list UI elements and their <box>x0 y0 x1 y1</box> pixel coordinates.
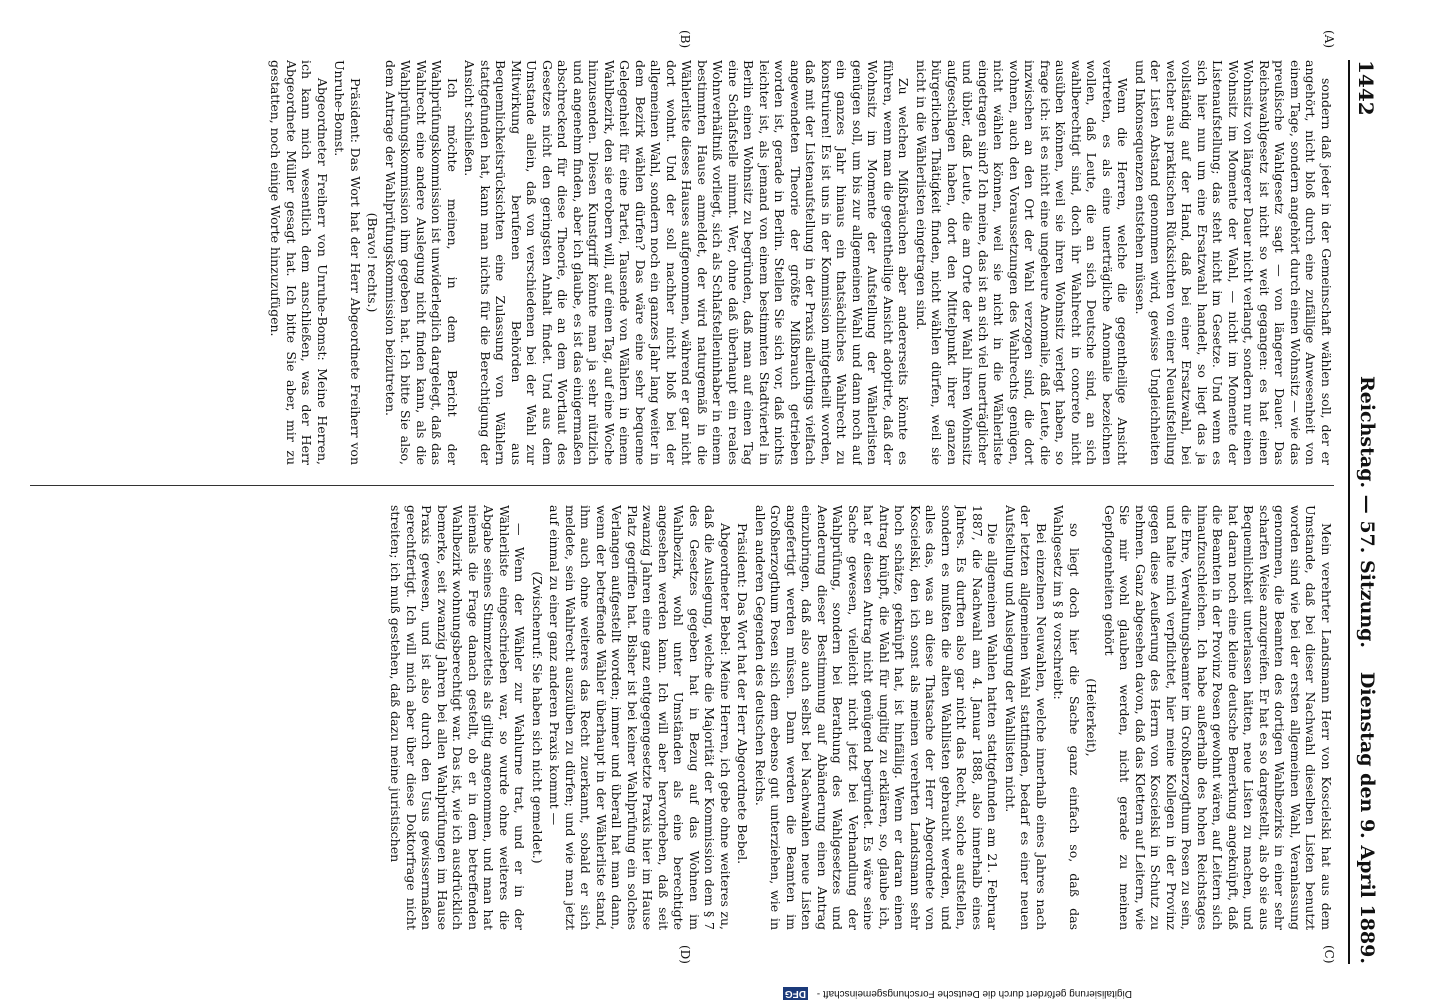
page-title: Reichstag. — 57. Sitzung. <box>1356 375 1378 649</box>
margin-marker-b: (B) <box>678 30 692 49</box>
president-line: Präsident: Das Wort hat der Herr Abgeordnete Freiherr von Unruhe-Bomst. <box>332 60 363 465</box>
margin-marker-c: (C) <box>1322 945 1336 964</box>
dfg-logo: DFG <box>784 988 807 999</box>
president-line: Präsident: Das Wort hat der Herr Abgeordnete Bebel. <box>735 523 751 865</box>
paragraph: sondern daß jeder in der Gemeinschaft wählen soll, der er angehört, nicht bloß durch eine zufällige Anwesenheit von einem Tage, sondern angehört durch einen Wohnsitz — wie das preußische Wahlgesetz sagt — von längerer Dauer. Das Reichswahlgesetz ist nicht so weit gegangen: es hat einen Wohnsitz von längerer Dauer nicht verlangt, sondern nur einen Wohnsitz im Momente der Wahl, — nicht im Momente der Listenaufstellung; das steht nicht im Gesetze. Und wenn es sich hier nun um eine Ersatzwahl handelt, so liegt das ja vollständig auf der Hand, daß bei einer Ersatzwahl, bei welcher aus praktischen Rücksichten von einer Neuaufstellung der Listen Abstand genommen wird, gewisse Ungleichheiten und Inkonsequenzen entstehen müssen. <box>1133 60 1334 465</box>
speaker-paragraph: Abgeordneter Bebel: Meine Herren, ich gebe ohne weiteres zu, daß die Auslegung, welche die Majorität der Kommission dem § 7 des Gesetzes gegeben hat in Bezug auf das Wohnen im Wahlbezirk, wohl unter Umständen als eine berechtigte angesehen werden kann. Ich will aber hervorheben, daß seit zwanzig Jahren eine ganz entgegengesetzte Praxis hier im Hause Platz gegriffen hat. Bisher ist bei keiner Wahlprüfung ein solches Verlangen aufgestellt worden; immer und überall hat man dann, wenn der betreffende Wähler überhaupt in der Wählerliste stand, ihm auch ohne weiteres das Recht zuerkannt, sobald er sich meldete, sein Wahlrecht auszuüben zu dürfen; und wie man jetzt auf einmal zu einer ganz anderen Praxis kommt — <box>547 505 733 930</box>
interjection-note: (Zwischenruf: Sie haben sich nicht gemeldet.) <box>530 571 545 864</box>
applause-note: (Bravo! rechts.) <box>365 212 381 313</box>
speaker-paragraph: Abgeordneter Freiherr von Unruhe-Bomst: Meine Herren, ich kann mich wesentlich dem anschließen, was der Herr Abgeordnete Müller gesagt hat. Ich bitte Sie aber, mir zu gestatten, noch einige Worte hinzuzufügen. <box>268 60 330 465</box>
right-column <box>30 505 1334 930</box>
page-date: Dienstag den 9. April 1889. <box>1356 671 1378 964</box>
digitization-credit <box>783 980 1132 1000</box>
paragraph: Mein verehrter Landsmann Herr von Koscielski hat aus dem Umstande, daß bei dieser Nachwahl dieselben Listen benutzt worden sind wie bei der ersten allgemeinen Wahl, Veranlassung genommen, die Beamten des dortigen Wahlbezirks in einer sehr scharfen Weise anzugreifen. Er hat es so dargestellt, als ob sie aus Bequemlichkeit unterlassen hätten, neue Listen zu machen, und hat daran noch eine kleine deutsche Bemerkung angeknüpft, daß die Beamten in der Provinz Posen gewohnt wären, auf Leitern sich hinaufzuschleichen. Ich habe außerhalb des hohen Reichstages die Ehre, Verwaltungsbeamter im Großherzogthum Posen zu sein, und halte mich verpflichtet, hier meine Kollegen in der Provinz gegen diese Aeußerung des Herrn von Koscielski in Schutz zu nehmen. Ganz abgesehen davon, daß das Klettern auf Leitern, wie Sie mir wohl glauben werden, nicht gerade zu meinen Gepflogenheiten gehört <box>1102 505 1334 930</box>
credit-text: Digitalisierung gefördert durch die Deutsche Forschungsgemeinschaft - <box>814 988 1132 999</box>
paragraph: so liegt doch hier die Sache ganz einfach so, daß das Wahlgesetz im § 8 vorschreibt: <box>1051 505 1082 930</box>
margin-marker-d: (D) <box>678 945 692 964</box>
laughter-note: (Heiterkeit), <box>1084 678 1100 757</box>
paragraph: Ich möchte meinen, in dem Bericht der Wahlprüfungskommission ist unwiderleglich dargelegt, daß das Wahlrecht eine andere Auslegung nicht finden kann, als die Wahlprüfungskommission ihm gegeben hat. Ich bitte Sie also, dem Antrage der Wahlprüfungskommission beizutreten. <box>383 60 460 465</box>
paragraph: Wenn die Herren, welche die gegentheilige Ansicht vertreten, es als eine unerträgliche Anomalie bezeichnen wollen, daß Leute, die an sich Deutsche sind, an sich wahlberechtigt sind, doch ihr Wahlrecht in concreto nicht ausüben können, weil sie ihren Wohnsitz verlegt haben, so frage ich: ist es nicht eine ungeheure Anomalie, daß Leute, die inzwischen an den Ort der Wahl verzogen sind, die dort wohnen, auch den Voraussetzungen des Wahlrechts genügen, nicht wählen können, weil sie nicht in die Wählerliste eingetragen sind? Ich meine, das ist an sich viel unerträglicher und übler, daß Leute, die am Orte der Wahl ihren Wohnsitz aufgeschlagen haben, dort den Mittelpunkt ihrer ganzen bürgerlichen Thätigkeit finden, nicht wählen dürfen, weil sie nicht in die Wählerlisten eingetragen sind. <box>914 60 1131 465</box>
column-divider <box>30 485 1334 486</box>
quoted-law: Bei einzelnen Neuwahlen, welche innerhalb eines Jahres nach der letzten allgemeinen Wahl stattfinden, bedarf es einer neuen Aufstellung und Auslegung der Wahllisten nicht. <box>1003 505 1049 930</box>
margin-marker-a: (A) <box>1322 30 1336 49</box>
left-column <box>30 60 1334 465</box>
paragraph: Die allgemeinen Wahlen hatten stattgefunden am 21. Februar 1887, die Nachwahl am 4. Januar 1888, also innerhalb eines Jahres. Es durften also gar nicht das Recht, solche aufstellen, sondern es mußten die alten Wahllisten gebraucht werden, und alles das, was an diese Thatsache der Herr Abgeordnete von Koscielski, den ich sonst als meinen verehrten Landsmann sehr hoch schätze, geknüpft hat, ist hinfällig. Wenn er daran einen Antrag knüpft, die Wahl für ungiltig zu erklären, so, glaube ich, hat er diesen Antrag nicht genügend begründet. Es wäre seine Sache gewesen, vielleicht nicht jetzt bei Verhandlung der Wahlprüfung, sondern bei Berathung des Wahlgesetzes und Aenderung dieser Bestimmung auf Abänderung einen Antrag einzubringen, daß also auch selbst bei Nachwahlen neue Listen angefertigt werden müssen. Dann werden die Beamten im Großherzogthum Posen sich dem ebenso gut unterziehen, wie in allen anderen Gegenden des deutschen Reichs. <box>753 505 1001 930</box>
page-number: 1442 <box>1354 60 1378 116</box>
paragraph: — Wenn der Wähler zur Wahlurne trat, und er in der Wählerliste eingeschrieben war, so wurde ohne weiteres die Abgabe seines Stimmzettels als giltig angenommen, und man hat niemals die Frage danach gestellt, ob er in dem betreffenden Wahlbezirk wohnungsberechtigt war. Das ist, wie ich ausdrücklich bemerke, seit zwanzig Jahren bei allen Wahlprüfungen im Hause Praxis gewesen, und ist also durch den Usus gewissermaßen gerechtfertigt. Ich will mich aber über diese Doktorfrage nicht streiten; ich muß gestehen, daß dazu meine juristischen <box>388 505 528 930</box>
page-header <box>1348 60 1394 964</box>
paragraph: Zu welchen Mißbräuchen aber andererseits könnte es führen, wenn man die gegentheilige Ansicht adoptirte, daß der Wohnsitz im Momente der Aufstellung der Wählerlisten genügen soll, um bis zur allgemeinen Wahl und dann noch auf ein ganzes Jahr hinaus ein thatsächliches Wahlrecht zu konstruiren! Es ist uns in der Kommission mitgetheilt worden, daß mit der Listenaufstellung in der Praxis allerdings vielfach angewendeten Theorie der größte Mißbrauch getrieben worden ist, gerade in Berlin. Stellen Sie sich vor, daß nichts leichter ist, als jemand von einem bestimmten Stadtviertel in Berlin einen Wohnsitz zu begründen, daß man auf einen Tag eine Schlafstelle nimmt. Wer, ohne daß überhaupt ein reales Wohnverhältniß vorliegt, sich als Schlafstelleninhaber in einem bestimmten Hause anmeldet, der wird naturgemäß in die Wählerliste dieses Hauses aufgenommen, während er gar nicht dort wohnt. Und der soll nachher nicht bloß bei der allgemeinen Wahl, sondern noch ein ganzes Jahr lang weiter in dem Bezirk wählen dürfen? Das wäre eine sehr bequeme Gelegenheit für eine Partei, Tausende von Wählern in einem Wahlbezirk, den sie erobern will, auf einen Tag, auf eine Woche hinzusenden. Diesen Kunstgriff könnte man ja sehr nützlich und angenehm finden, aber ich glaube, es ist das einigermaßen abschreckend für diese Theorie, die an dem Wortlaut des Gesetzes nicht den geringsten Anhalt findet. Und aus dem Umstande allein, daß von verschiedenen bei der Wahl zur Mitwirkung berufenen Behörden aus Bequemlichkeitsrücksichten eine Zulassung von Wählern stattgefunden hat, kann man nichts für die Berechtigung der Ansicht schließen. <box>462 60 912 465</box>
